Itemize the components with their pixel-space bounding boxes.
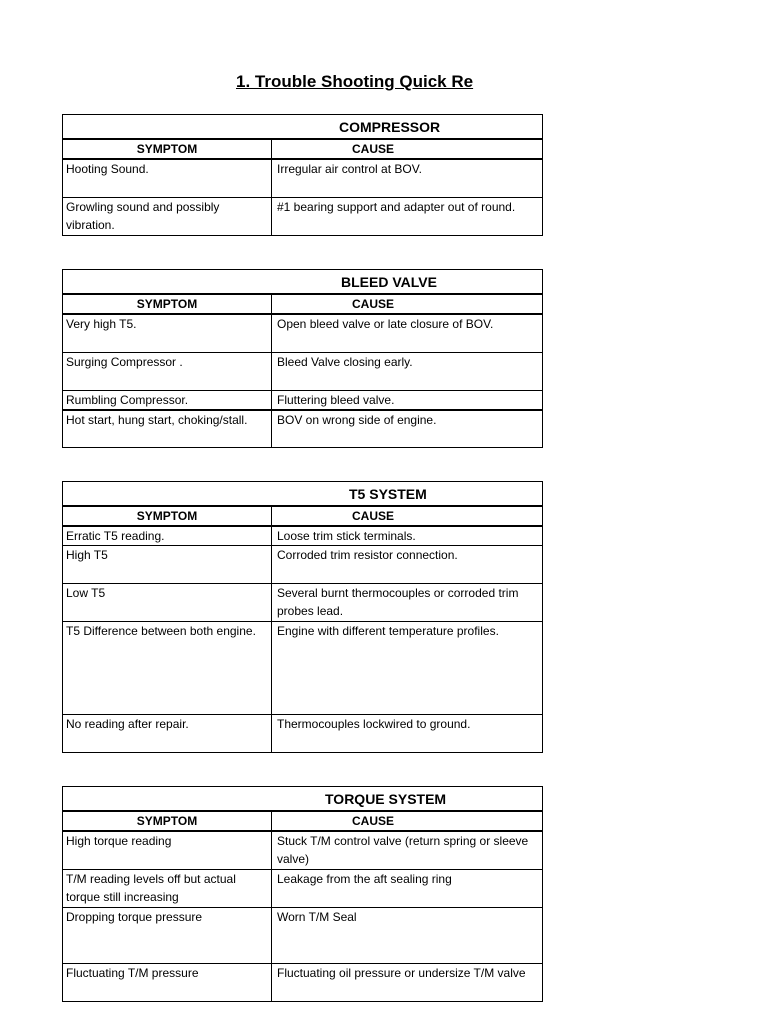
table-row [63, 159, 543, 197]
table-row [63, 197, 543, 235]
table-row [63, 622, 543, 715]
table-row [63, 546, 543, 584]
symptom-cell: Low T5 [63, 584, 272, 622]
table-row [63, 390, 543, 410]
symptom-cell: Rumbling Compressor. [63, 390, 272, 410]
cause-cell: Bleed Valve closing early. [272, 352, 543, 390]
cause-cell: Stuck T/M control valve (return spring or sleeve valve) [272, 831, 543, 869]
symptom-header: SYMPTOM [63, 506, 272, 526]
symptom-cell: No reading after repair. [63, 715, 272, 753]
symptom-header: SYMPTOM [63, 294, 272, 314]
symptom-header: SYMPTOM [63, 811, 272, 831]
table-row [63, 715, 543, 753]
table-row [63, 584, 543, 622]
cause-cell: Leakage from the aft sealing ring [272, 869, 543, 907]
table-row [63, 963, 543, 1001]
cause-cell: BOV on wrong side of engine. [272, 410, 543, 448]
cause-cell: Fluttering bleed valve. [272, 390, 543, 410]
symptom-cell: High T5 [63, 546, 272, 584]
cause-header: CAUSE [272, 294, 543, 314]
symptom-header: SYMPTOM [63, 139, 272, 159]
table-row [63, 352, 543, 390]
symptom-cell: High torque reading [63, 831, 272, 869]
cause-cell: Irregular air control at BOV. [272, 159, 543, 197]
compressor-table [62, 114, 543, 236]
symptom-cell: T/M reading levels off but actual torque still increasing [63, 869, 272, 907]
cause-cell: Worn T/M Seal [272, 907, 543, 963]
cause-cell: Corroded trim resistor connection. [272, 546, 543, 584]
t5-system-table [62, 481, 543, 753]
table-row [63, 907, 543, 963]
section-title: T5 SYSTEM [349, 485, 427, 502]
bleed-valve-table [62, 269, 543, 448]
cause-cell: Loose trim stick terminals. [272, 526, 543, 546]
symptom-cell: Erratic T5 reading. [63, 526, 272, 546]
page-title: 1. Trouble Shooting Quick Re [236, 72, 474, 91]
cause-header: CAUSE [272, 139, 543, 159]
cause-header: CAUSE [272, 811, 543, 831]
symptom-cell: Hot start, hung start, choking/stall. [63, 410, 272, 448]
symptom-cell: Hooting Sound. [63, 159, 272, 197]
cause-cell: Engine with different temperature profiles. [272, 622, 543, 715]
symptom-cell: Very high T5. [63, 314, 272, 352]
table-row [63, 526, 543, 546]
cause-cell: Several burnt thermocouples or corroded trim probes lead. [272, 584, 543, 622]
section-title: BLEED VALVE [341, 273, 437, 290]
symptom-cell: Surging Compressor . [63, 352, 272, 390]
table-row [63, 314, 543, 352]
table-row [63, 410, 543, 448]
cause-cell: #1 bearing support and adapter out of round. [272, 197, 543, 235]
section-title: COMPRESSOR [339, 118, 441, 135]
table-row [63, 831, 543, 869]
symptom-cell: T5 Difference between both engine. [63, 622, 272, 715]
symptom-cell: Fluctuating T/M pressure [63, 963, 272, 1001]
torque-system-table [62, 786, 543, 1002]
symptom-cell: Growling sound and possibly vibration. [63, 197, 272, 235]
cause-cell: Fluctuating oil pressure or undersize T/M valve [272, 963, 543, 1001]
cause-cell: Open bleed valve or late closure of BOV. [272, 314, 543, 352]
symptom-cell: Dropping torque pressure [63, 907, 272, 963]
cause-cell: Thermocouples lockwired to ground. [272, 715, 543, 753]
cause-header: CAUSE [272, 506, 543, 526]
table-row [63, 869, 543, 907]
section-title: TORQUE SYSTEM [325, 790, 447, 807]
